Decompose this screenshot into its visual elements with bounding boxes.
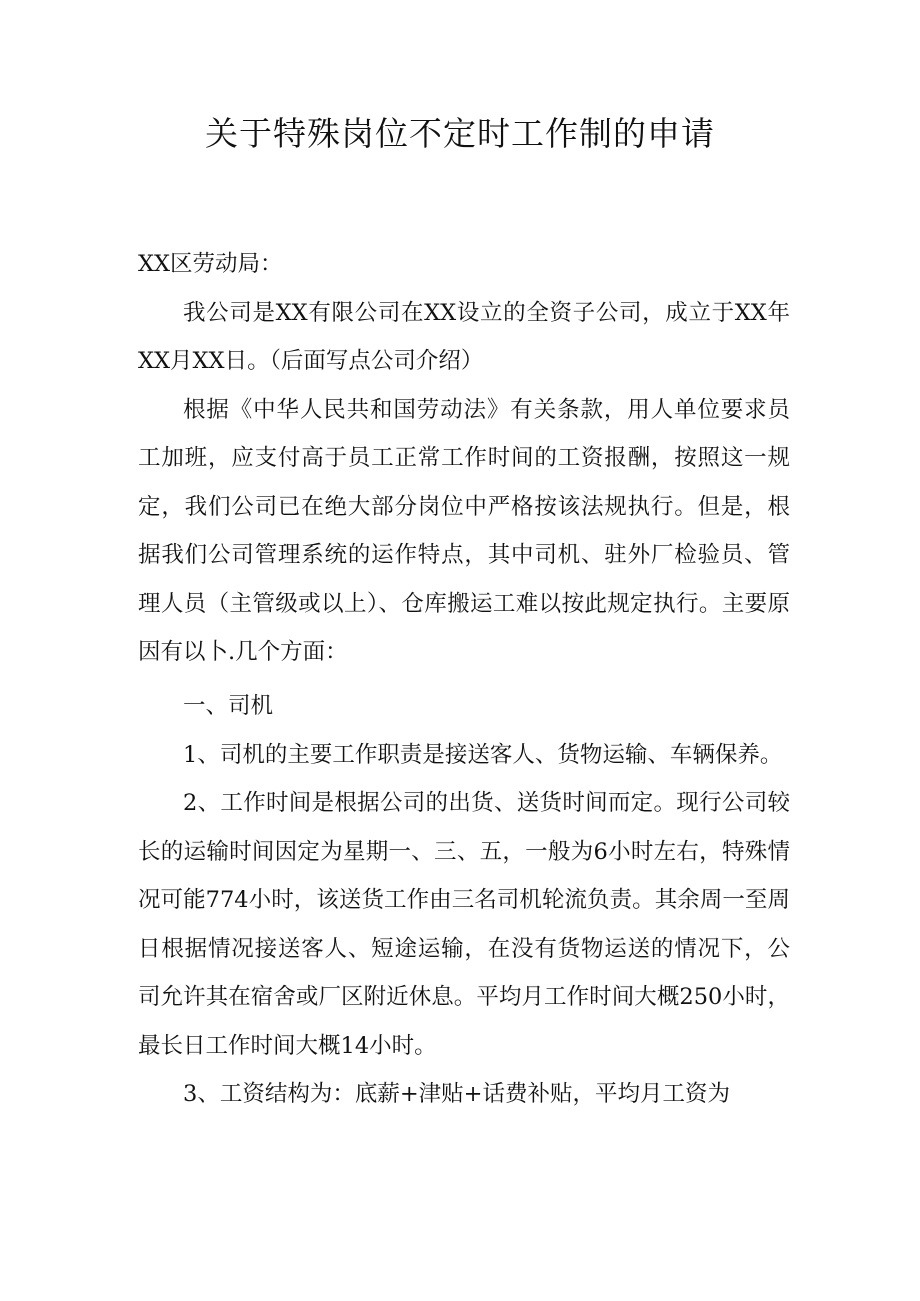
list-item-duties: 1、司机的主要工作职责是接送客人、货物运输、车辆保养。 [183, 741, 783, 768]
salutation: XX区劳动局： [138, 251, 283, 277]
paragraph-labor-law: 根据《中华人民共和国劳动法》有关条款，用人单位要求员工加班，应支付高于员工正常工作时间的工资报酬，按照这一规定，我们公司已在绝大部分岗位中严格按该法规执行。但是，根据我们公司管理系统的运作特点，其中司机、驻外厂检验员、管理人员（主管级或以上）、仓库搬运工难以按此规定执行。主要原因有以卜.几个方面： [138, 396, 790, 665]
section-heading-driver: 一、司机 [183, 693, 274, 719]
list-item-working-hours: 2、工作时间是根据公司的出货、送货时间而定。现行公司较长的运输时间因定为星期一、三、五，一般为6小时左右，特殊情况可能774小时，该送货工作由三名司机轮流负责。其余周一至周日根据情况接送客人、短途运输，在没有货物运送的情况下，公司允许其在宿舍或厂区附近休息。平均月工作时间大概250小时，最长日工作时间大概14小时。 [138, 790, 790, 1059]
document-body-section [138, 682, 790, 1119]
document-body-top [138, 240, 790, 677]
list-item-wage-structure: 3、工资结构为：底薪+津贴+话费补贴，平均月工资为 [183, 1081, 731, 1107]
paragraph-company-intro: 我公司是XX有限公司在XX设立的全资子公司，成立于XX年XX月XX日。（后面写点公司介绍） [138, 299, 790, 374]
document-title: 关于特殊岗位不定时工作制的申请 [205, 114, 715, 153]
